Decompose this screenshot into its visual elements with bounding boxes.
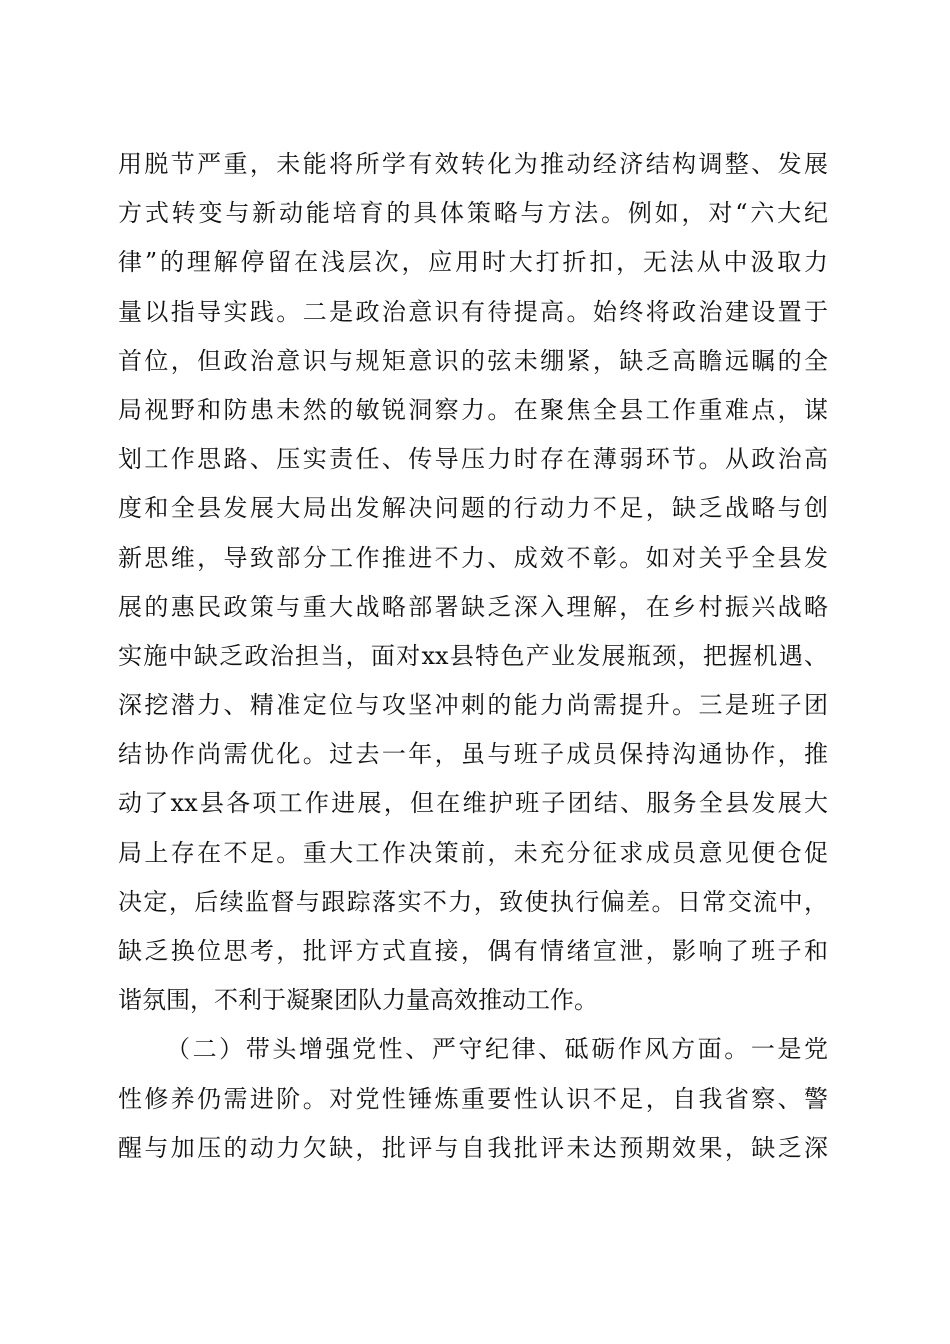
- text-line: 醒与加压的动力欠缺，批评与自我批评未达预期效果，缺乏深: [118, 1133, 828, 1162]
- section-heading-line: （二）带头增强党性、严守纪律、砥砺作风方面。一是党: [166, 1035, 828, 1064]
- text-line: 动了xx县各项工作进展，但在维护班子团结、服务全县发展大: [118, 789, 828, 818]
- paragraph-last-line: 谐氛围，不利于凝聚团队力量高效推动工作。: [118, 986, 598, 1015]
- text-line: 划工作思路、压实责任、传导压力时存在薄弱环节。从政治高: [118, 445, 828, 474]
- text-line: 性修养仍需进阶。对党性锤炼重要性认识不足，自我省察、警: [118, 1084, 828, 1113]
- text-line: 局视野和防患未然的敏锐洞察力。在聚焦全县工作重难点，谋: [118, 395, 828, 424]
- text-line: 决定，后续监督与跟踪落实不力，致使执行偏差。日常交流中，: [118, 887, 828, 916]
- text-line: 度和全县发展大局出发解决问题的行动力不足，缺乏战略与创: [118, 494, 828, 523]
- text-line: 律”的理解停留在浅层次，应用时大打折扣，无法从中汲取力: [118, 248, 828, 277]
- text-line: 用脱节严重，未能将所学有效转化为推动经济结构调整、发展: [118, 150, 828, 178]
- body-text: [118, 140, 828, 1173]
- text-line: 新思维，导致部分工作推进不力、成效不彰。如对关乎全县发: [118, 543, 828, 572]
- text-line: 局上存在不足。重大工作决策前，未充分征求成员意见便仓促: [118, 838, 828, 867]
- text-line: 首位，但政治意识与规矩意识的弦未绷紧，缺乏高瞻远瞩的全: [118, 346, 828, 375]
- text-line: 结协作尚需优化。过去一年，虽与班子成员保持沟通协作，推: [118, 740, 828, 769]
- text-line: 实施中缺乏政治担当，面对xx县特色产业发展瓶颈，把握机遇、: [118, 641, 828, 670]
- text-line: 量以指导实践。二是政治意识有待提高。始终将政治建设置于: [118, 297, 828, 326]
- text-line: 深挖潜力、精准定位与攻坚冲刺的能力尚需提升。三是班子团: [118, 691, 828, 720]
- text-line: 展的惠民政策与重大战略部署缺乏深入理解，在乡村振兴战略: [118, 592, 828, 621]
- text-line: 缺乏换位思考，批评方式直接，偶有情绪宣泄，影响了班子和: [118, 937, 828, 965]
- text-line: 方式转变与新动能培育的具体策略与方法。例如，对“六大纪: [118, 199, 828, 228]
